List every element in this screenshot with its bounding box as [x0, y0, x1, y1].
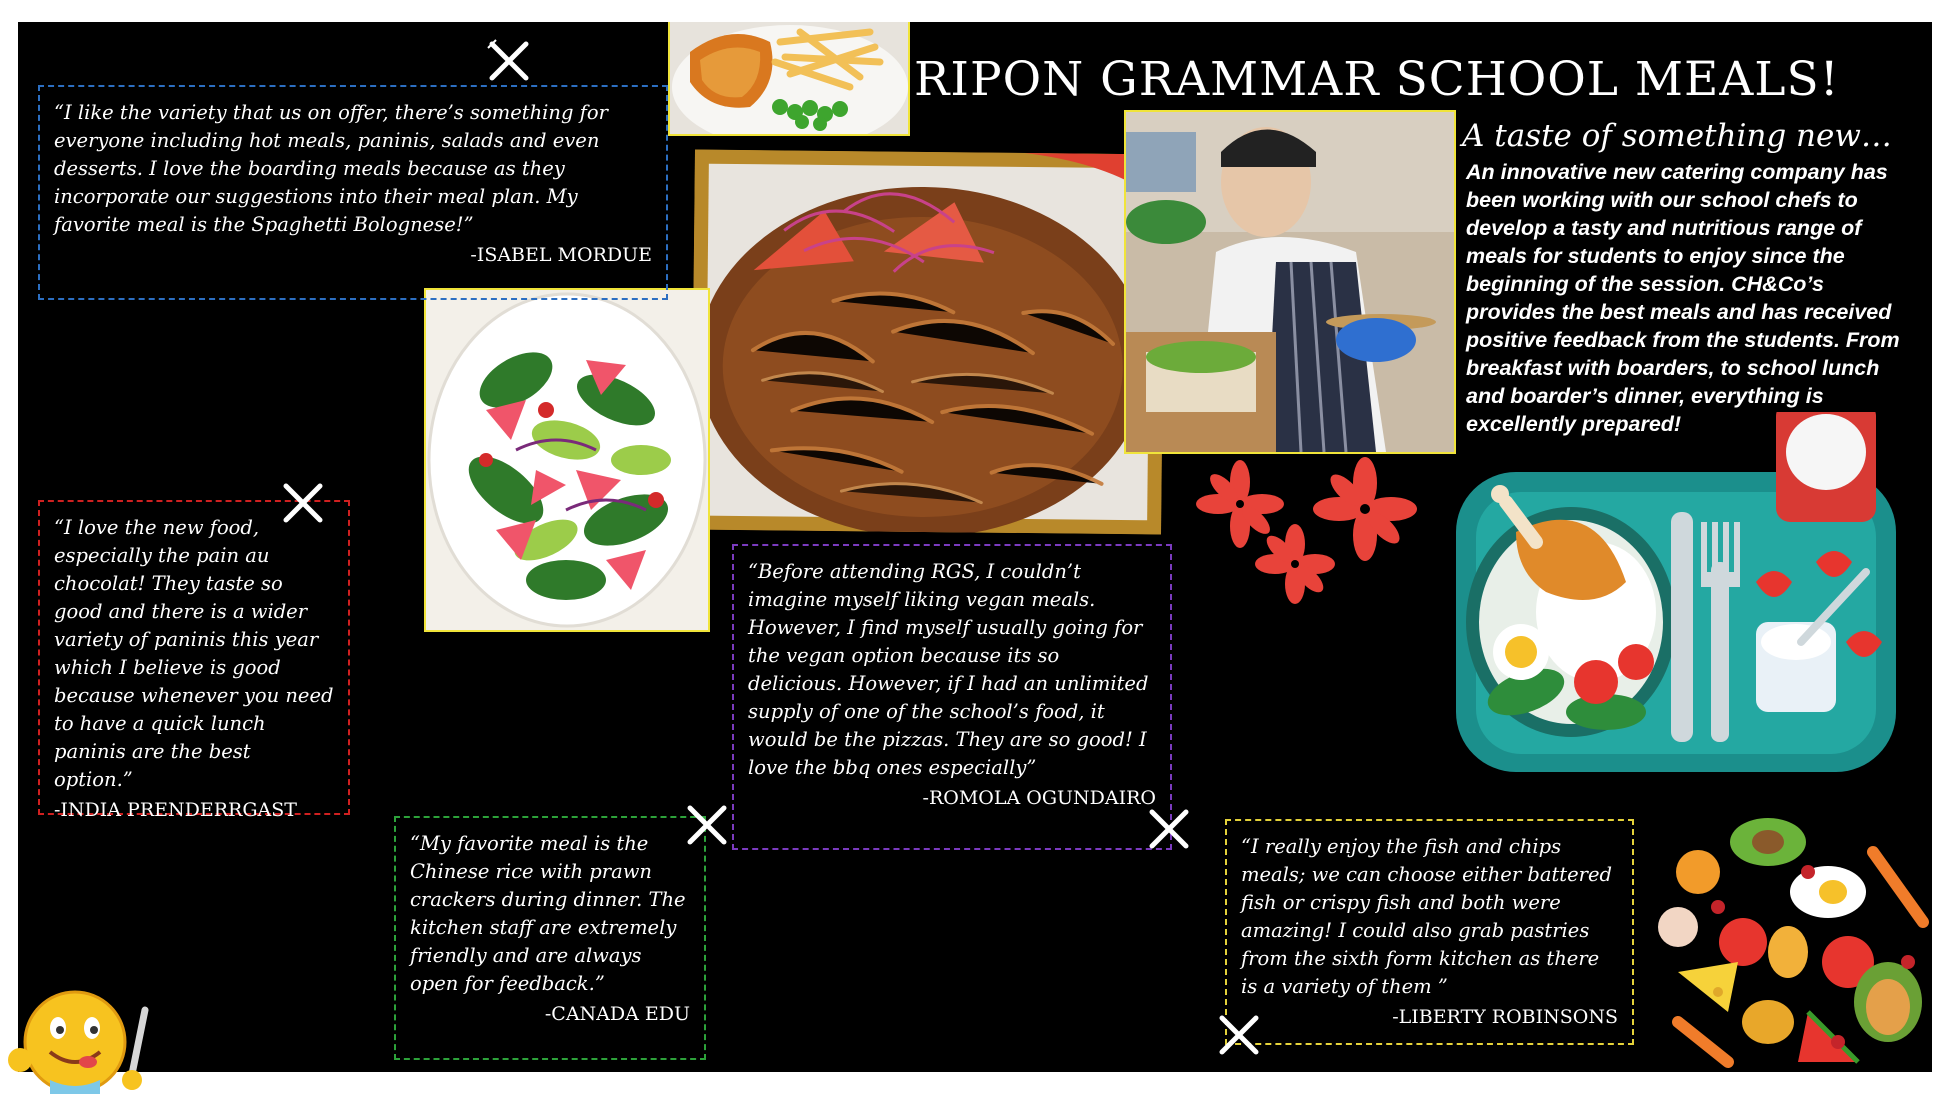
testimonial-author: -INDIA PRENDERRGAST	[54, 799, 297, 821]
red-flowers-decoration	[1190, 454, 1438, 604]
poster-board	[18, 22, 1932, 1072]
yummy-emoji	[0, 980, 160, 1094]
testimonial-romola	[732, 544, 1172, 850]
pulled-meat-dish-photo	[691, 150, 1165, 535]
page-subtitle: A taste of something new…	[1462, 118, 1892, 154]
testimonial-text: “Before attending RGS, I couldn’t imagine myself liking vegan meals. However, I find myself usually going for the vegan option because its so delicious. However, if I had an unlimited supply of one of the school’s food, it would be the pizzas. They are so good! I love the bbq ones especially”	[748, 560, 1149, 779]
testimonial-isabel	[38, 85, 668, 300]
food-circle-illustration	[1658, 812, 1932, 1072]
fork-knife-icon	[1216, 1012, 1262, 1058]
testimonial-canada	[394, 816, 706, 1060]
testimonial-text: “My favorite meal is the Chinese rice with prawn crackers during dinner. The kitchen staff are extremely friendly and are always open for feedback.”	[410, 832, 686, 995]
testimonial-author: -LIBERTY ROBINSONS	[1392, 1006, 1618, 1028]
chef-serving-photo	[1124, 110, 1456, 454]
fish-and-chips-photo	[668, 22, 910, 136]
page-title: RIPON GRAMMAR SCHOOL MEALS!	[914, 52, 1840, 107]
testimonial-author: -ISABEL MORDUE	[470, 244, 652, 266]
intro-paragraph: An innovative new catering company has been working with our school chefs to develop a tasty and nutritious range of meals for students to enjoy since the beginning of the session. CH&Co’s provides the best meals and has received positive feedback from the students. From breakfast with boarders, to school lunch and boarder’s dinner, everything is excellently prepared!	[1466, 160, 1900, 436]
fork-knife-icon	[684, 802, 730, 848]
testimonial-india	[38, 500, 350, 821]
testimonial-text: “I really enjoy the fish and chips meals; we can choose either battered fish or crispy fish and both were amazing! I could also grab pastries from the sixth form kitchen as there is a variety of them ”	[1241, 835, 1613, 998]
fork-knife-icon	[280, 480, 326, 526]
testimonial-text: “I like the variety that us on offer, there’s something for everyone including hot meals, paninis, salads and even desserts. I love the boarding meals because as they incorporate our suggestions into their meal plan. My favorite meal is the Spaghetti Bolognese!”	[54, 101, 608, 236]
testimonial-author: -CANADA EDU	[544, 1003, 690, 1025]
testimonial-liberty	[1225, 819, 1634, 1045]
fork-knife-icon	[486, 38, 532, 84]
testimonial-author: -ROMOLA OGUNDAIRO	[922, 787, 1156, 809]
watermelon-salad-photo	[424, 288, 710, 632]
meal-tray-illustration	[1456, 412, 1916, 792]
fork-knife-icon	[1146, 806, 1192, 852]
testimonial-text: “I love the new food, especially the pain au chocolat! They taste so good and there is a wider variety of paninis this year which I believe is good because whenever you need to have a quick lunch paninis are the best option.”	[54, 516, 334, 791]
